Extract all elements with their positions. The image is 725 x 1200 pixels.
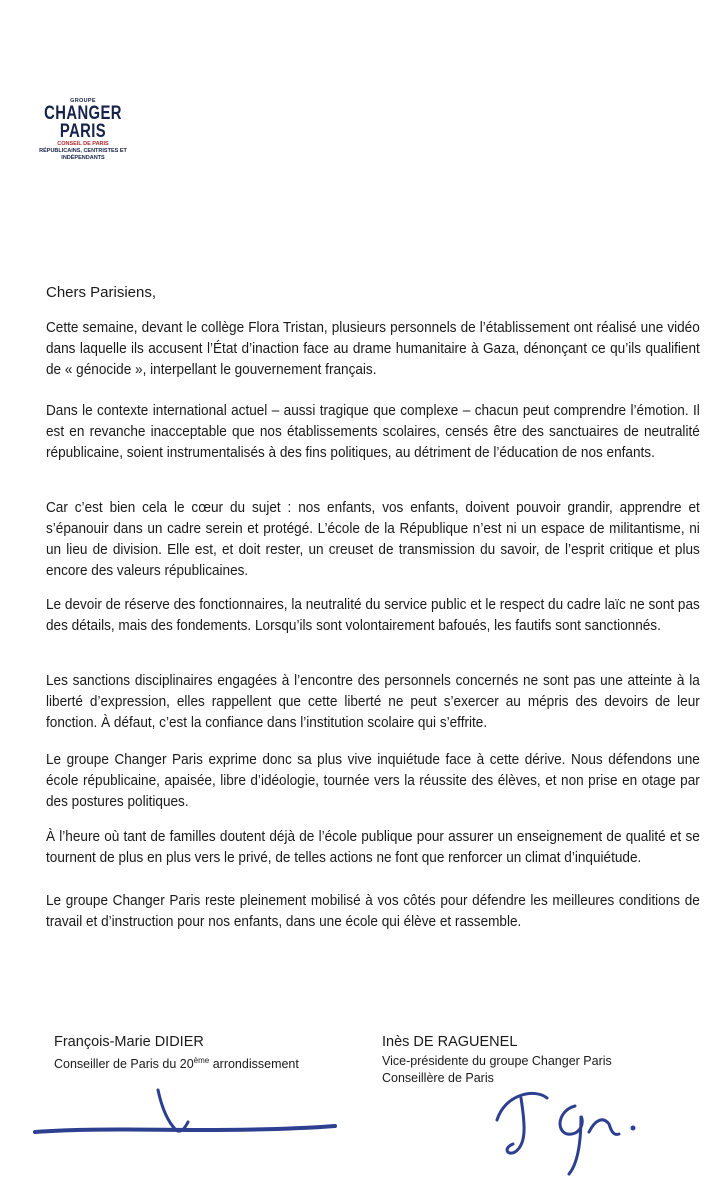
signatory-2-name: Inès DE RAGUENEL xyxy=(382,1034,518,1050)
signatory-1-role: Conseiller de Paris du 20ème arrondissement xyxy=(54,1056,299,1072)
paragraph-5: Les sanctions disciplinaires engagées à l’encontre des personnels concernés ne sont pas une atteinte à la liberté d’expression, elles rappellent que cette liberté ne peut s’exercer au mépris des devoirs de leur fonction. À défaut, c’est la confiance dans l’institution scolaire qui s’effrite. xyxy=(46,673,700,731)
paragraph-6: Le groupe Changer Paris exprime donc sa plus vive inquiétude face à cette dérive. Nous défendons une école républicaine, apaisée, libre d’idéologie, tournée vers la réussite des élèves, et non prise en otage par des postures politiques. xyxy=(46,752,700,810)
paragraph-8: Le groupe Changer Paris reste pleinement mobilisé à vos côtés pour défendre les meilleures conditions de travail et d’instruction pour nos enfants, dans une école qui élève et rassemble. xyxy=(46,893,700,930)
paragraph-4: Le devoir de réserve des fonctionnaires, la neutralité du service public et le respect du cadre laïc ne sont pas des détails, mais des fondements. Lorsqu’ils sont volontairement bafoués, les fautifs sont sanctionnés. xyxy=(46,597,700,634)
paragraph-2: Dans le contexte international actuel – aussi tragique que complexe – chacun peut comprendre l’émotion. Il est en revanche inacceptable que nos établissements scolaires, censés être des sanctuaires de neutralité républicaine, soient instrumentalisés à des fins politiques, au détriment de l’éducation de nos enfants. xyxy=(46,403,700,461)
logo-line-2: PARIS xyxy=(59,121,107,142)
paragraph-7: À l’heure où tant de familles doutent déjà de l’école publique pour assurer un enseignement de qualité et se tournent de plus en plus vers le privé, de telles actions ne font que renforcer un climat d’inquiétude. xyxy=(46,829,700,866)
signature-1-image xyxy=(30,1080,340,1150)
logo-group-label: GROUPE xyxy=(70,98,96,104)
changer-paris-logo xyxy=(18,98,148,162)
signature-2-image xyxy=(485,1072,650,1182)
logo-council: CONSEIL DE PARIS xyxy=(57,141,109,147)
salutation: Chers Parisiens, xyxy=(46,284,157,301)
signatory-2-role: Vice-présidente du groupe Changer Paris Conseillère de Paris xyxy=(382,1054,612,1085)
signatory-1-name: François-Marie DIDIER xyxy=(54,1034,204,1050)
logo-tagline: RÉPUBLICAINS, CENTRISTES ET INDÉPENDANTS xyxy=(39,148,127,161)
paragraph-1: Cette semaine, devant le collège Flora Tristan, plusieurs personnels de l’établissement ont réalisé une vidéo dans laquelle ils accusent l’État d’inaction face au drame humanitaire à Gaza, dénonçant ce qu’ils qualifient de « génocide », interpellant le gouvernement français. xyxy=(46,320,700,378)
logo-line-1: CHANGER xyxy=(44,103,122,124)
paragraph-3: Car c’est bien cela le cœur du sujet : nos enfants, vos enfants, doivent pouvoir grandir, apprendre et s’épanouir dans un cadre serein et protégé. L’école de la République n’est ni un espace de militantisme, ni un lieu de division. Elle est, et doit rester, un creuset de transmission du savoir, de l’esprit critique et plus encore des valeurs républicaines. xyxy=(46,500,700,579)
